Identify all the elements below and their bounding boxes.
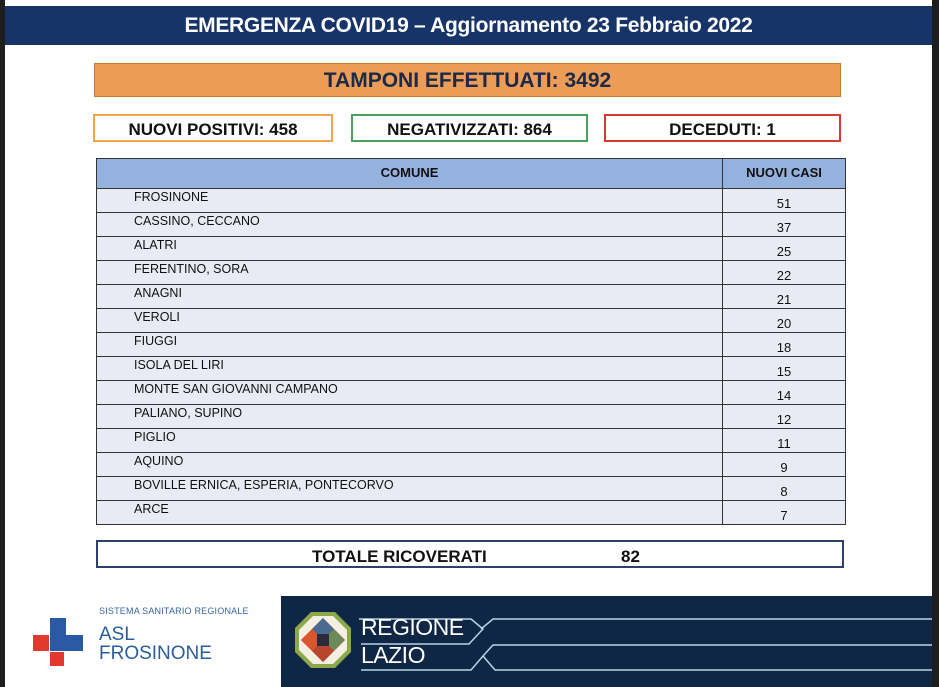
comune-cell: AQUINO xyxy=(97,453,723,476)
nuovi-positivi-box: NUOVI POSITIVI: 458 xyxy=(93,114,333,142)
regione-line1: REGIONE xyxy=(361,614,464,640)
page-title: EMERGENZA COVID19 – Aggiornamento 23 Febbraio 2022 xyxy=(5,6,932,45)
table-header-row xyxy=(97,159,845,188)
totale-ricoverati-label: TOTALE RICOVERATI xyxy=(312,547,487,566)
table-row xyxy=(97,284,845,308)
totale-ricoverati-value: 82 xyxy=(621,547,640,566)
regione-lazio-banner xyxy=(281,596,932,687)
table-row xyxy=(97,452,845,476)
comune-cell: ISOLA DEL LIRI xyxy=(97,357,723,380)
negativizzati-box: NEGATIVIZZATI: 864 xyxy=(351,114,588,142)
asl-name-line1: ASL xyxy=(99,624,135,645)
regione-line2: LAZIO xyxy=(361,642,425,668)
bulletin-page xyxy=(5,0,932,687)
totale-ricoverati-box xyxy=(96,540,844,568)
asl-name-line2: FROSINONE xyxy=(99,643,212,664)
nuovi-casi-cell: 9 xyxy=(780,460,788,475)
nuovi-casi-cell: 21 xyxy=(776,292,792,307)
table-row xyxy=(97,380,845,404)
table-row xyxy=(97,356,845,380)
comune-cell: FIUGGI xyxy=(97,333,723,356)
comune-cell: PIGLIO xyxy=(97,429,723,452)
medical-cross-icon xyxy=(33,618,83,666)
comune-cell: FROSINONE xyxy=(97,189,723,212)
table-row xyxy=(97,236,845,260)
comune-cell: ALATRI xyxy=(97,237,723,260)
nuovi-casi-cell: 11 xyxy=(777,436,791,451)
comune-cell: FERENTINO, SORA xyxy=(97,261,723,284)
comune-cell: VEROLI xyxy=(97,309,723,332)
nuovi-casi-cell: 8 xyxy=(780,484,788,499)
table-row xyxy=(97,308,845,332)
table-row xyxy=(97,404,845,428)
nuovi-casi-cell: 12 xyxy=(776,412,792,427)
asl-frosinone-logo xyxy=(5,596,281,687)
table-row xyxy=(97,332,845,356)
table-row xyxy=(97,260,845,284)
table-row xyxy=(97,188,845,212)
comune-cell: CASSINO, CECCANO xyxy=(97,213,723,236)
nuovi-casi-cell: 51 xyxy=(776,196,792,211)
column-header-nuovi-casi: NUOVI CASI xyxy=(746,165,822,180)
table-row xyxy=(97,500,845,524)
deceduti-box: DECEDUTI: 1 xyxy=(604,114,841,142)
comune-cell: BOVILLE ERNICA, ESPERIA, PONTECORVO xyxy=(97,477,723,500)
nuovi-casi-cell: 15 xyxy=(776,364,792,379)
table-row xyxy=(97,212,845,236)
asl-subtitle: SISTEMA SANITARIO REGIONALE xyxy=(99,606,249,616)
column-header-comune: COMUNE xyxy=(97,159,723,188)
nuovi-casi-cell: 7 xyxy=(780,508,788,523)
cases-table xyxy=(96,158,846,525)
comune-cell: PALIANO, SUPINO xyxy=(97,405,723,428)
comune-cell: MONTE SAN GIOVANNI CAMPANO xyxy=(97,381,723,404)
comune-cell: ANAGNI xyxy=(97,285,723,308)
tamponi-banner: TAMPONI EFFETTUATI: 3492 xyxy=(94,63,841,97)
nuovi-casi-cell: 14 xyxy=(776,388,792,403)
nuovi-casi-cell: 22 xyxy=(776,268,792,283)
table-row xyxy=(97,428,845,452)
nuovi-casi-cell: 18 xyxy=(776,340,792,355)
nuovi-casi-cell: 25 xyxy=(776,244,792,259)
comune-cell: ARCE xyxy=(97,501,723,524)
nuovi-casi-cell: 37 xyxy=(776,220,792,235)
regione-lazio-emblem-icon xyxy=(295,612,351,668)
table-row xyxy=(97,476,845,500)
nuovi-casi-cell: 20 xyxy=(776,316,792,331)
